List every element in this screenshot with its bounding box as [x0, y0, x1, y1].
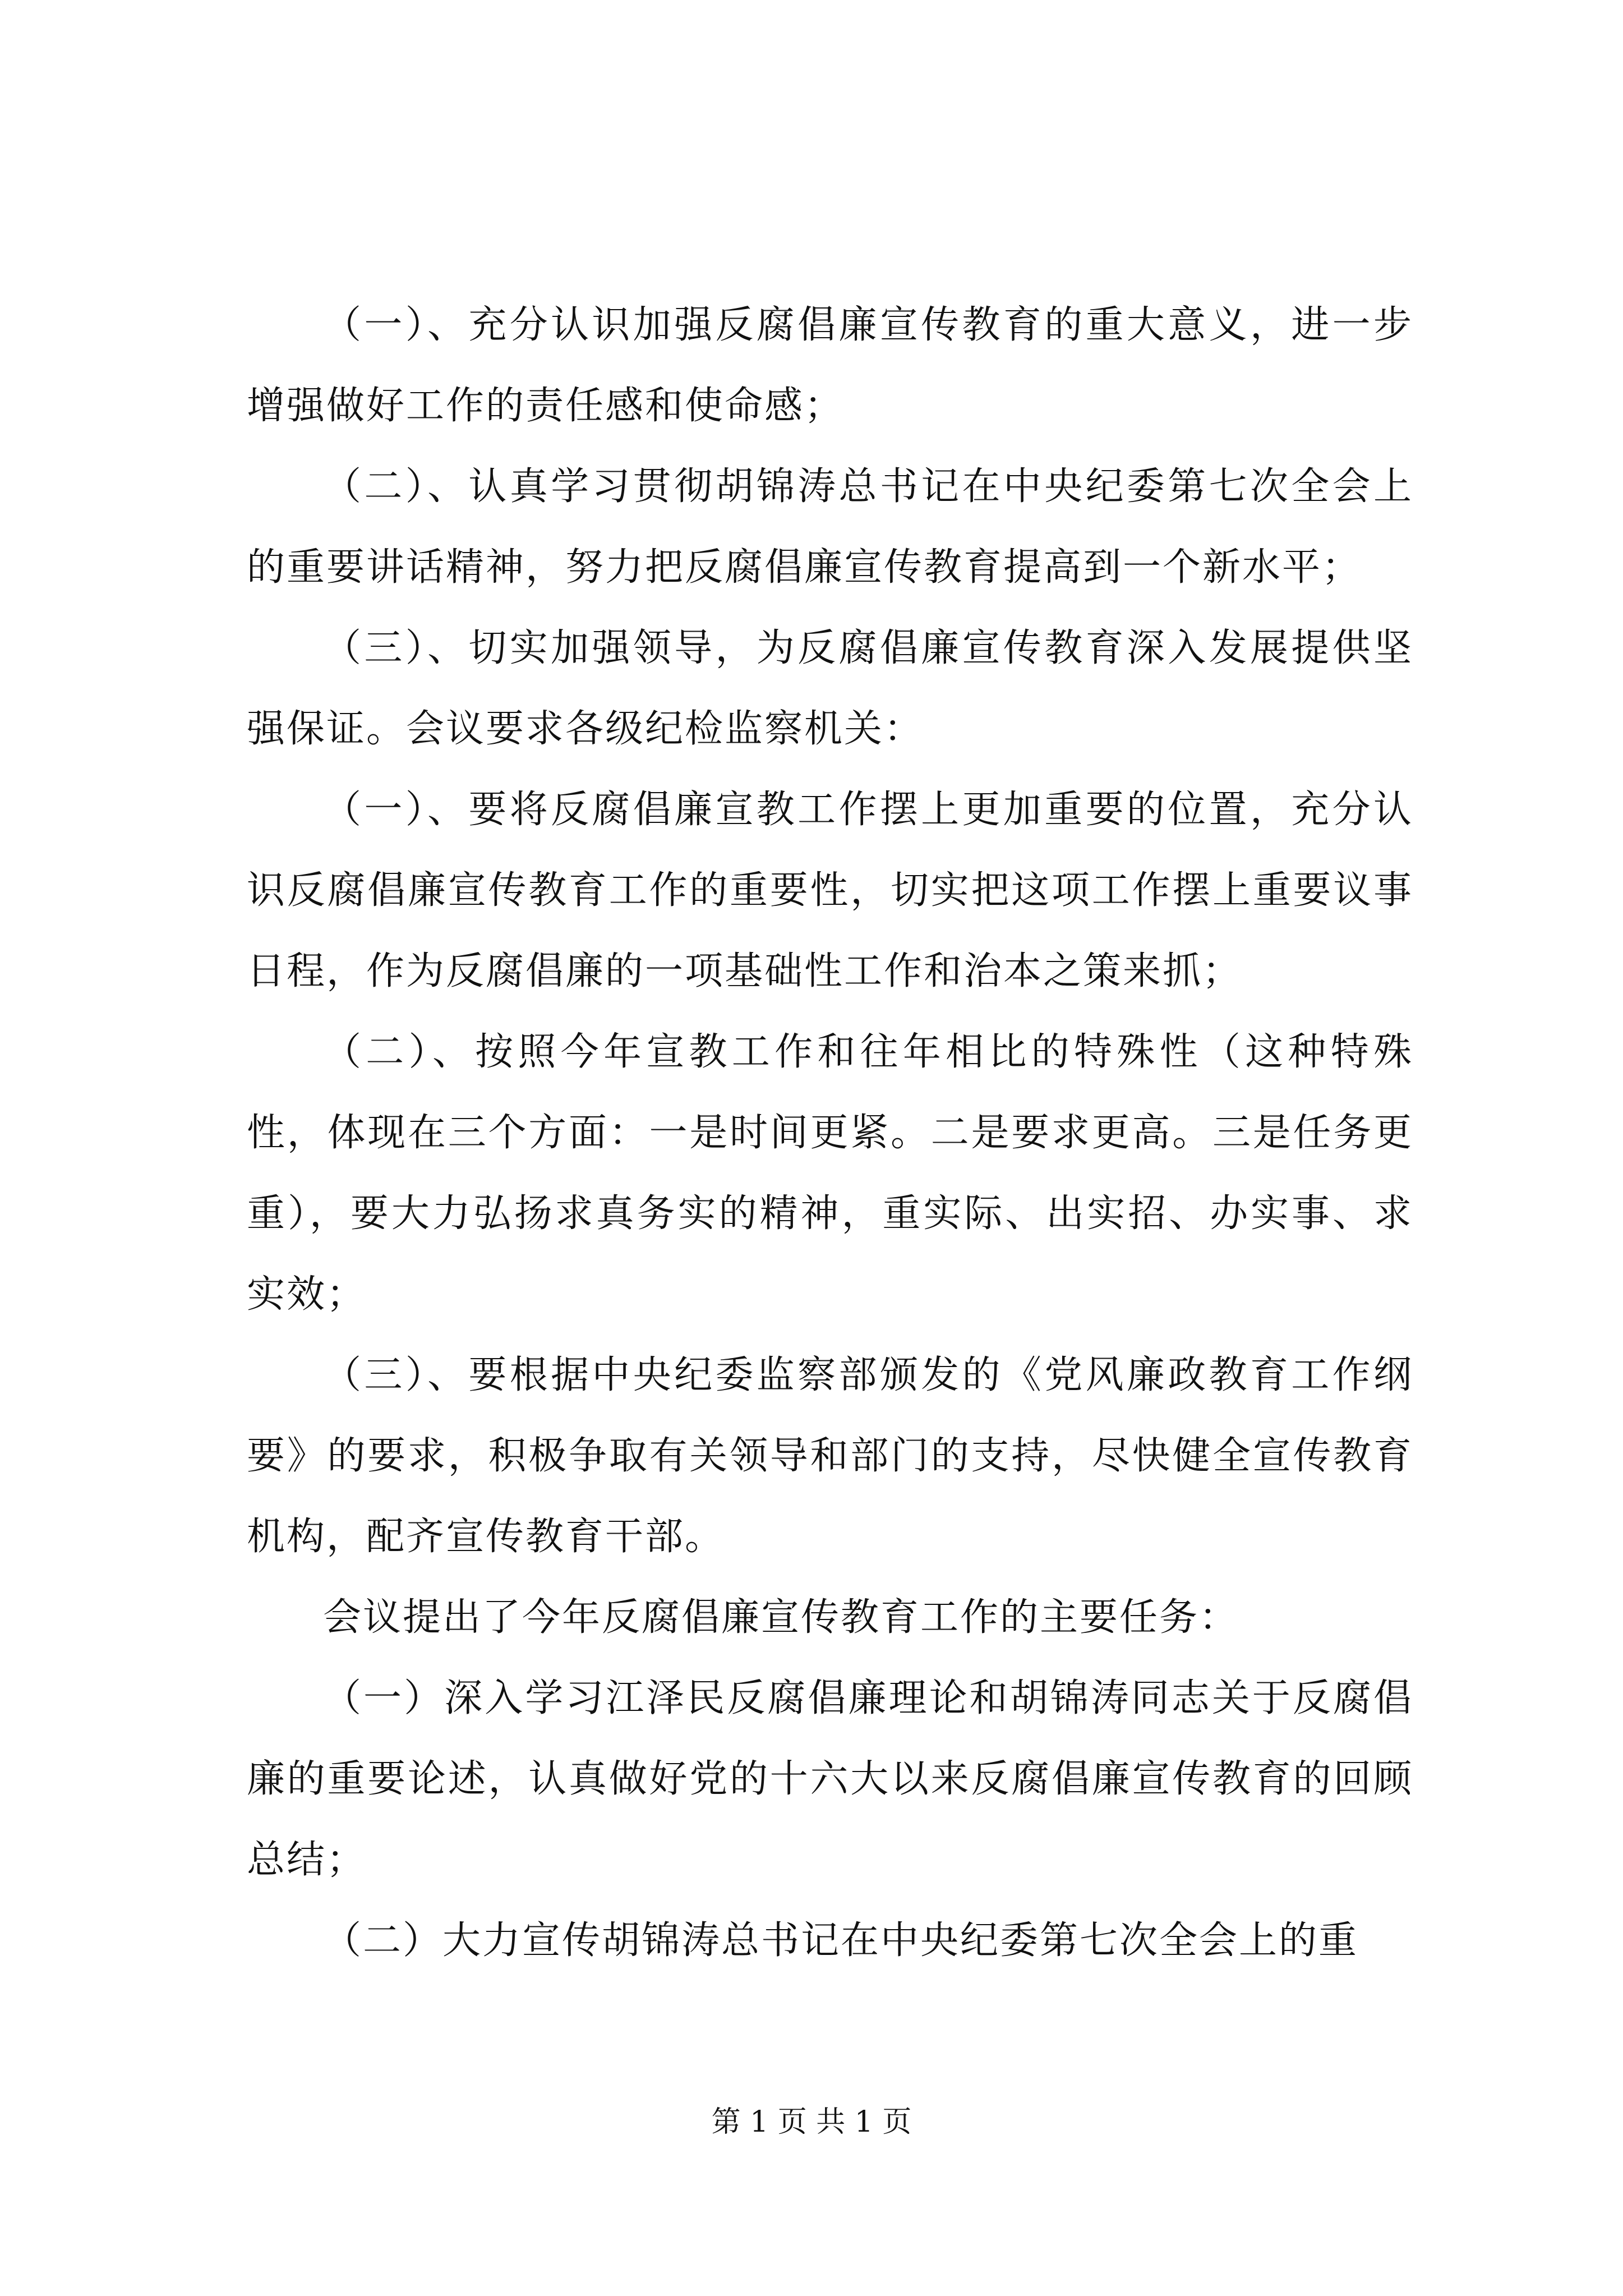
- paragraph-8: （一）深入学习江泽民反腐倡廉理论和胡锦涛同志关于反腐倡廉的重要论述，认真做好党的十六大以来反腐倡廉宣传教育的回顾总结；: [247, 1676, 1413, 1882]
- paragraph-3: （三）、切实加强领导，为反腐倡廉宣传教育深入发展提供坚强保证。会议要求各级纪检监察机关：: [247, 626, 1413, 751]
- paragraph-1: （一）、充分认识加强反腐倡廉宣传教育的重大意义，进一步增强做好工作的责任感和使命感；: [247, 303, 1413, 428]
- paragraph-5: （二）、按照今年宣教工作和往年相比的特殊性（这种特殊性，体现在三个方面：一是时间更紧。二是要求更高。三是任务更重），要大力弘扬求真务实的精神，重实际、出实招、办实事、求实效；: [247, 1030, 1413, 1317]
- paragraph-6: （三）、要根据中央纪委监察部颁发的《党风廉政教育工作纲要》的要求，积极争取有关领导和部门的支持，尽快健全宣传教育机构，配齐宣传教育干部。: [247, 1353, 1413, 1559]
- paragraph-9: （二）大力宣传胡锦涛总书记在中央纪委第七次全会上的重: [323, 1918, 1359, 1963]
- document-body: [247, 285, 1413, 1981]
- paragraph-7: 会议提出了今年反腐倡廉宣传教育工作的主要任务：: [323, 1595, 1239, 1640]
- paragraph-2: （二）、认真学习贯彻胡锦涛总书记在中央纪委第七次全会上的重要讲话精神，努力把反腐倡廉宣传教育提高到一个新水平；: [247, 464, 1413, 590]
- page-footer: [0, 2102, 1623, 2142]
- page-number-label: 第 1 页 共 1 页: [711, 2105, 912, 2139]
- paragraph-4: （一）、要将反腐倡廉宣教工作摆上更加重要的位置，充分认识反腐倡廉宣传教育工作的重要性，切实把这项工作摆上重要议事日程，作为反腐倡廉的一项基础性工作和治本之策来抓；: [247, 788, 1413, 993]
